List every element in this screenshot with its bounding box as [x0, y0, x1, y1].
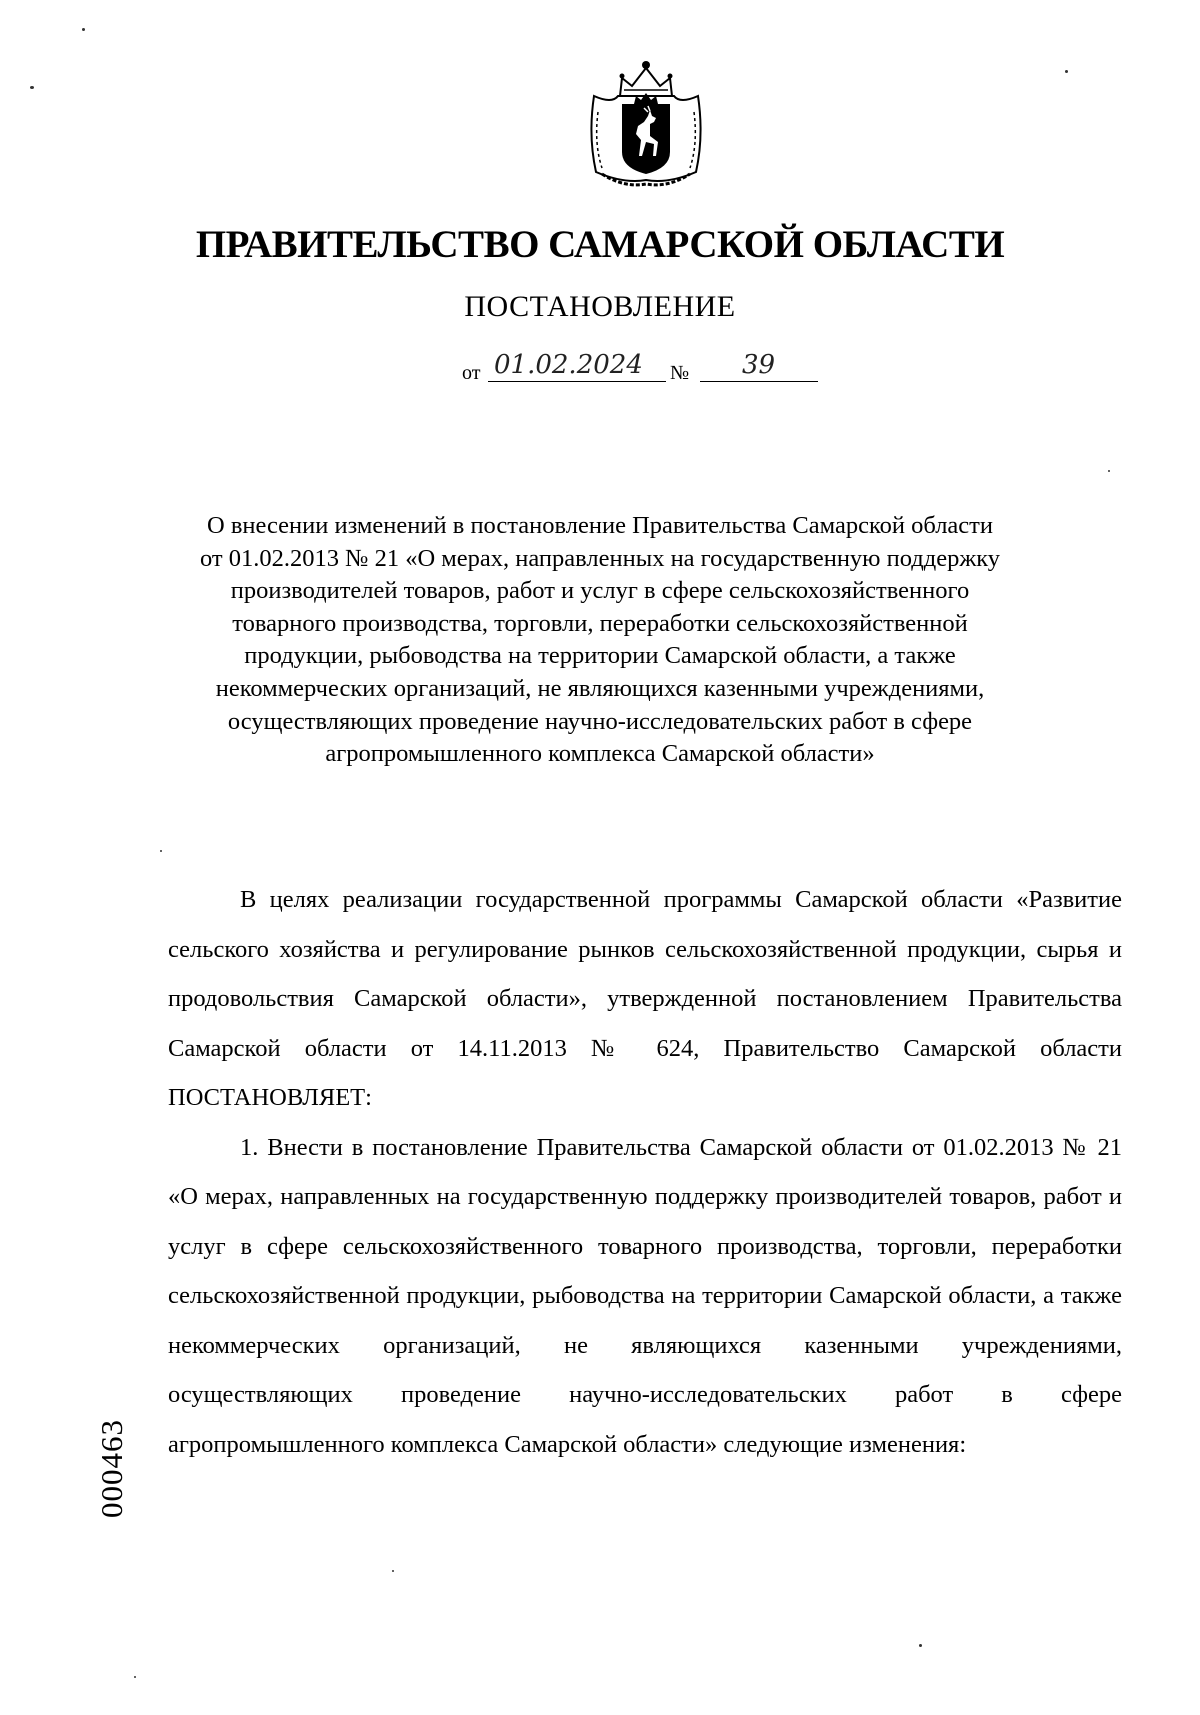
subject-line: товарного производства, торговли, переработки сельскохозяйственной [232, 609, 968, 637]
document-subject [150, 510, 1050, 771]
samara-coat-of-arms-icon [584, 56, 708, 190]
document-number: 39 [742, 350, 776, 380]
date-underline [488, 381, 666, 382]
scan-speck [919, 1644, 922, 1647]
subject-line: производителей товаров, работ и услуг в сфере сельскохозяйственного [230, 577, 970, 605]
side-registration-number: 000463 [94, 1419, 129, 1518]
number-label: № [670, 362, 690, 384]
number-underline [700, 381, 818, 382]
document-body [168, 875, 1122, 1469]
scan-speck [1065, 70, 1068, 73]
subject-line: некоммерческих организаций, не являющихся казенными учреждениями, [215, 674, 985, 702]
scan-speck [30, 86, 34, 89]
document-type: ПОСТАНОВЛЕНИЕ [464, 290, 736, 323]
subject-line: от 01.02.2013 № 21 «О мерах, направленных на государственную поддержку [199, 544, 1001, 572]
scan-speck [82, 28, 85, 31]
scan-speck [392, 1570, 394, 1572]
item-1-paragraph: 1. Внести в постановление Правительства Самарской области от 01.02.2013 № 21 «О мерах, направленных на государственную поддержку производителей товаров, работ и услуг в сфере сельскохозяйственного товарного производства, торговли, переработки сельскохозяйственной продукции, рыбоводства на территории Самарской области, а также некоммерческих организаций, не являющихся казенными учреждениями, осуществляющих проведение научно-исследовательских работ в сфере агропромышленного комплекса Самарской области» следующие изменения: [168, 1133, 1122, 1458]
subject-line: О внесении изменений в постановление Правительства Самарской области [207, 512, 993, 539]
government-title: ПРАВИТЕЛЬСТВО САМАРСКОЙ ОБЛАСТИ [195, 223, 1005, 266]
preamble-paragraph: В целях реализации государственной программы Самарской области «Развитие сельского хозяйства и регулирование рынков сельскохозяйственной продукции, сырья и продовольствия Самарской области», утвержденной постановлением Правительства Самарской области от 14.11.2013 № 624, Правительство Самарской области ПОСТАНОВЛЯЕТ: [168, 886, 1122, 1111]
scan-speck [134, 1676, 136, 1678]
scan-speck [1108, 470, 1110, 472]
date-prefix: от [462, 362, 481, 384]
document-date: 01.02.2024 [494, 350, 643, 380]
subject-line: продукции, рыбоводства на территории Самарской области, а также [244, 642, 956, 670]
scan-speck [160, 850, 162, 852]
subject-line: осуществляющих проведение научно-исследовательских работ в сфере [227, 707, 973, 735]
subject-line: агропромышленного комплекса Самарской области» [325, 740, 875, 768]
